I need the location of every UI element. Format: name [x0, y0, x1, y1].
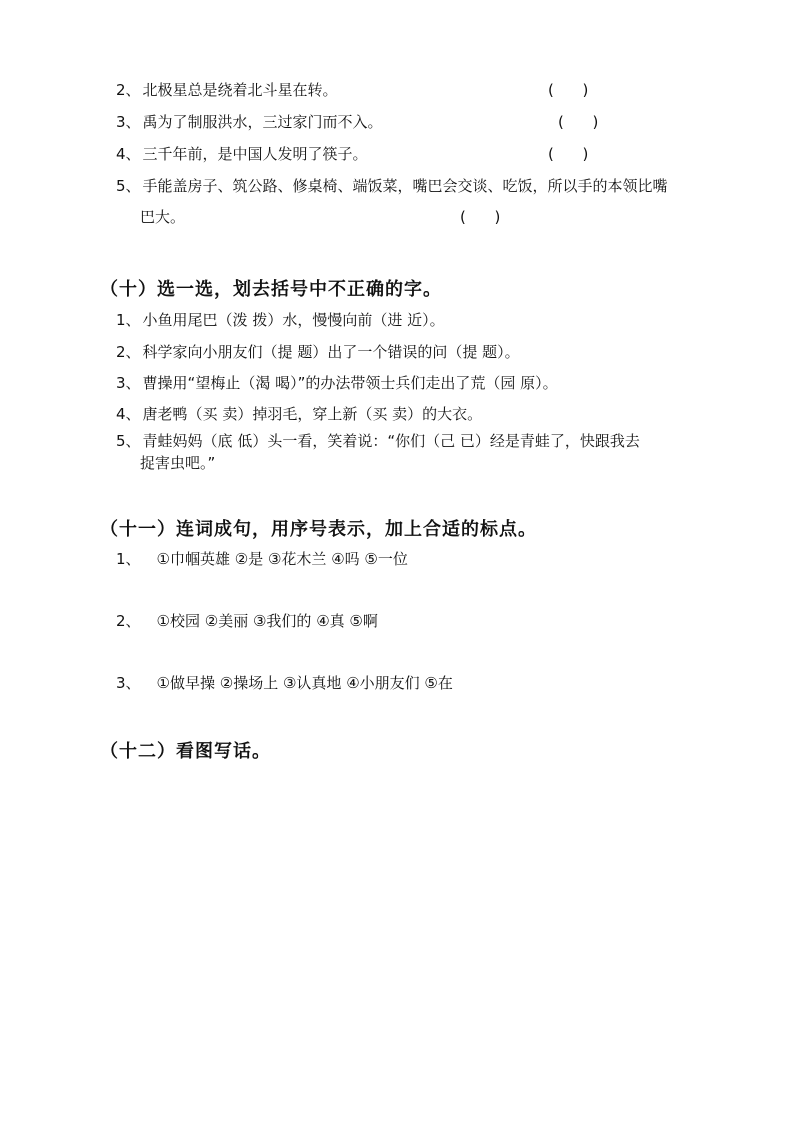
section-title-12: （十二）看图写话。	[100, 741, 271, 762]
item-number: 2、	[116, 612, 141, 630]
item-number: 3、	[116, 674, 141, 692]
judge-item-5	[116, 176, 668, 196]
item-number: 1、	[116, 550, 141, 568]
item-number: 2、	[116, 81, 141, 99]
answer-bracket[interactable]: ( )	[558, 113, 599, 131]
section-title-11: （十一）连词成句，用序号表示，加上合适的标点。	[100, 519, 537, 540]
item-text: 北极星总是绕着北斗星在转。	[142, 81, 338, 99]
item-number: 4、	[116, 405, 141, 423]
sentence-item-3	[116, 673, 453, 693]
judge-item-3	[116, 112, 383, 132]
item-number: 3、	[116, 113, 141, 131]
choose-item-2	[116, 342, 520, 362]
judge-item-5-continuation: 巴大。	[140, 208, 186, 226]
choose-item-3	[116, 373, 558, 393]
item-text: 三千年前，是中国人发明了筷子。	[142, 145, 368, 163]
sentence-item-2	[116, 611, 378, 631]
sentence-item-1	[116, 549, 408, 569]
item-number: 4、	[116, 145, 141, 163]
choose-item-5-continuation: 捉害虫吧。”	[140, 454, 216, 472]
item-text: 青蛙妈妈（底 低）头一看，笑着说：“你们（己 已）经是青蛙了，快跟我去	[142, 432, 640, 450]
answer-bracket[interactable]: ( )	[548, 145, 589, 163]
item-text: 小鱼用尾巴（泼 拨）水，慢慢向前（进 近）。	[142, 311, 445, 329]
answer-bracket[interactable]: ( )	[460, 208, 501, 226]
item-number: 1、	[116, 311, 141, 329]
choose-item-1	[116, 310, 445, 330]
item-text: ①做早操 ②操场上 ③认真地 ④小朋友们 ⑤在	[156, 674, 453, 692]
choose-item-5	[116, 431, 640, 451]
item-text: 曹操用“望梅止（渴 喝）”的办法带领士兵们走出了荒（园 原）。	[142, 374, 558, 392]
item-text: ①校园 ②美丽 ③我们的 ④真 ⑤啊	[156, 612, 378, 630]
judge-item-2	[116, 80, 338, 100]
item-text: 唐老鸭（买 卖）掉羽毛，穿上新（买 卖）的大衣。	[142, 405, 483, 423]
item-number: 5、	[116, 177, 141, 195]
item-text: ①巾帼英雄 ②是 ③花木兰 ④吗 ⑤一位	[156, 550, 408, 568]
item-text: 禹为了制服洪水，三过家门而不入。	[142, 113, 383, 131]
item-text: 手能盖房子、筑公路、修桌椅、端饭菜，嘴巴会交谈、吃饭，所以手的本领比嘴	[142, 177, 668, 195]
item-number: 2、	[116, 343, 141, 361]
item-number: 3、	[116, 374, 141, 392]
item-number: 5、	[116, 432, 141, 450]
section-title-10: （十）选一选，划去括号中不正确的字。	[100, 279, 442, 300]
choose-item-4	[116, 404, 482, 424]
answer-bracket[interactable]: ( )	[548, 81, 589, 99]
judge-item-4	[116, 144, 368, 164]
item-text: 科学家向小朋友们（提 题）出了一个错误的问（提 题）。	[142, 343, 520, 361]
